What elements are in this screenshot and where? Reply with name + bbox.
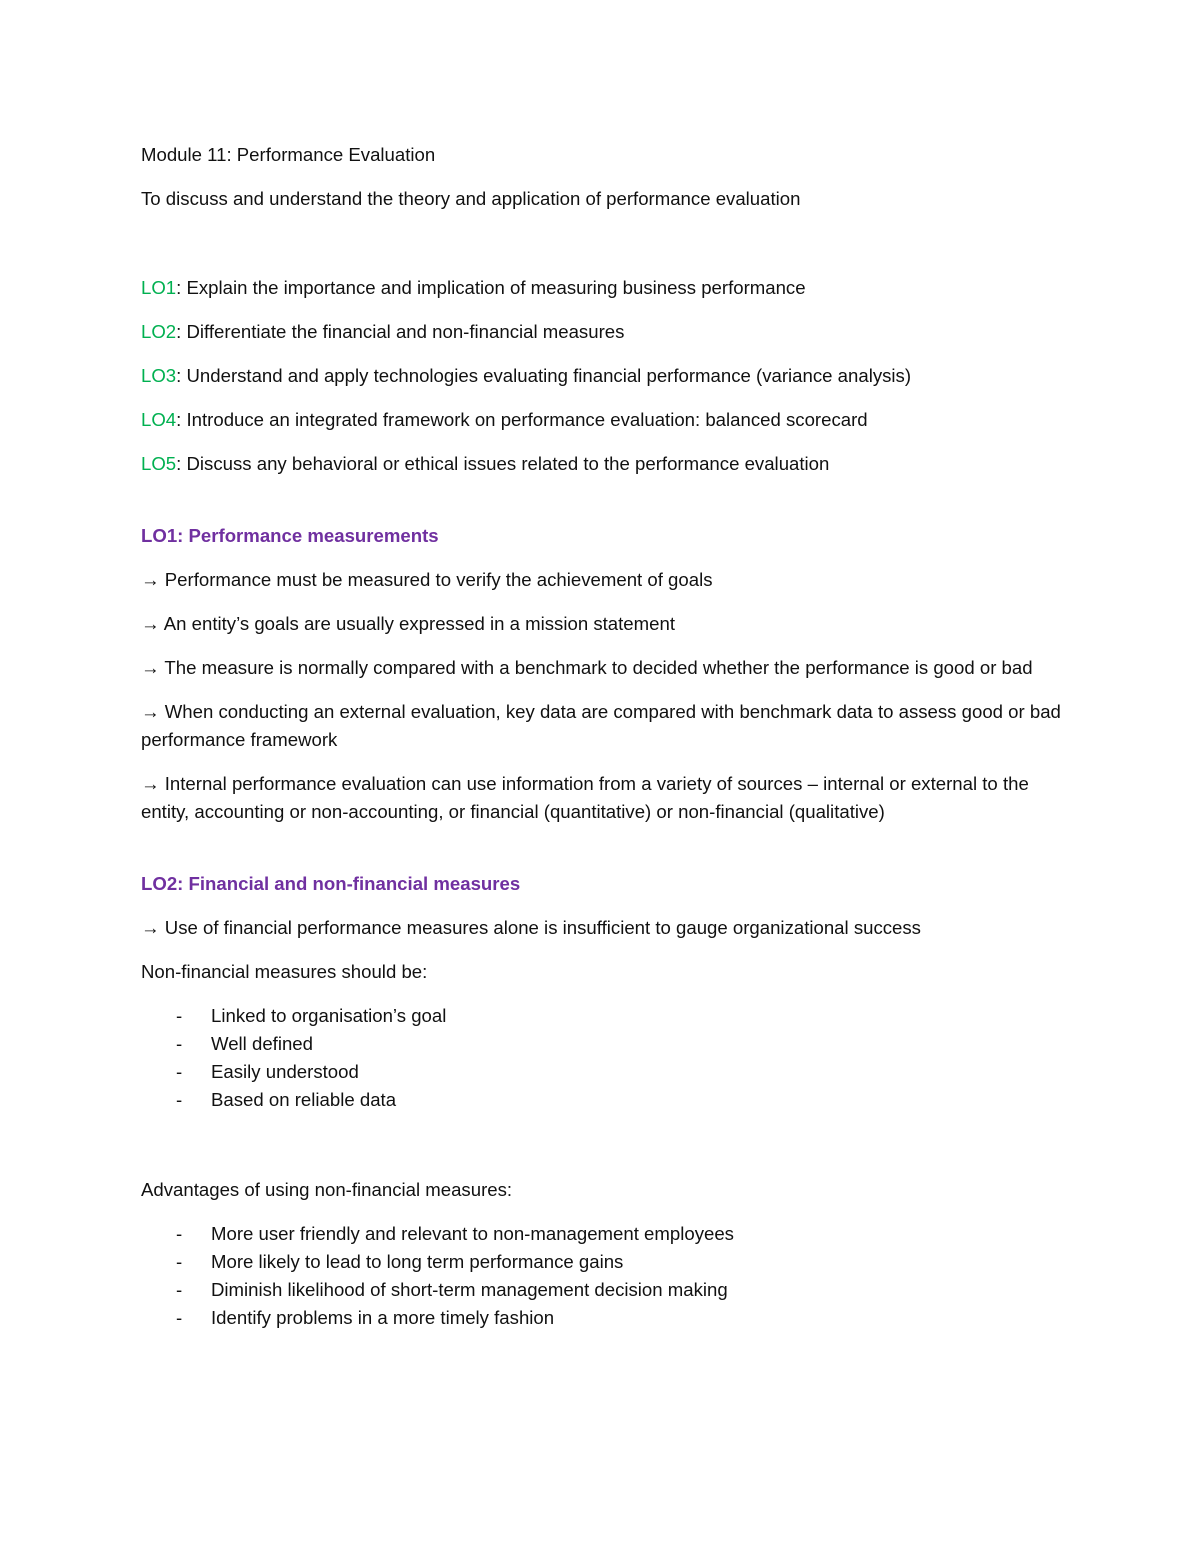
document-body xyxy=(141,141,1061,1332)
learning-outcome-1 xyxy=(141,274,1061,302)
module-subtitle: To discuss and understand the theory and application of performance evaluation xyxy=(141,188,801,209)
learning-outcome-2 xyxy=(141,318,1061,346)
learning-outcome-code: LO4 xyxy=(141,409,177,430)
arrow-bullet: → The measure is normally compared with a benchmark to decided whether the performance is good or bad xyxy=(141,657,1033,678)
section-heading-lo2: LO2: Financial and non-financial measures xyxy=(141,873,521,894)
module-title: Module 11: Performance Evaluation xyxy=(141,144,436,165)
arrow-bullet: → An entity’s goals are usually expressed in a mission statement xyxy=(141,613,675,634)
learning-outcome-3 xyxy=(141,362,1061,390)
arrow-bullet: → Internal performance evaluation can use information from a variety of sources – internal or external to the entity, accounting or non-accounting, or financial (quantitative) or non-financial (qualitative) xyxy=(141,773,1029,822)
list-item: - Easily understood xyxy=(141,1058,1061,1086)
learning-outcome-text: : Explain the importance and implication of measuring business performance xyxy=(176,277,806,298)
advantages-intro: Advantages of using non-financial measures: xyxy=(141,1179,513,1200)
section-heading-lo1: LO1: Performance measurements xyxy=(141,525,439,546)
learning-outcome-text: : Differentiate the financial and non-financial measures xyxy=(176,321,625,342)
learning-outcomes-list xyxy=(141,274,1061,478)
learning-outcome-5 xyxy=(141,450,1061,478)
learning-outcome-text: : Understand and apply technologies evaluating financial performance (variance analysis) xyxy=(176,365,912,386)
arrow-bullet: → Performance must be measured to verify the achievement of goals xyxy=(141,569,713,590)
section-lo1 xyxy=(141,522,1061,826)
arrow-bullet: → Use of financial performance measures alone is insufficient to gauge organizational success xyxy=(141,917,921,938)
list-item: - More likely to lead to long term performance gains xyxy=(141,1248,1061,1276)
arrow-bullet: → When conducting an external evaluation, key data are compared with benchmark data to assess good or bad performance framework xyxy=(141,701,1061,750)
section-lo2 xyxy=(141,870,1061,1332)
learning-outcome-4 xyxy=(141,406,1061,434)
learning-outcome-code: LO5 xyxy=(141,453,177,474)
list-item: - Based on reliable data xyxy=(141,1086,1061,1114)
learning-outcome-text: : Discuss any behavioral or ethical issues related to the performance evaluation xyxy=(176,453,830,474)
criteria-list xyxy=(141,1002,1061,1114)
list-item: - Well defined xyxy=(141,1030,1061,1058)
learning-outcome-text: : Introduce an integrated framework on performance evaluation: balanced scorecard xyxy=(176,409,868,430)
learning-outcome-code: LO1 xyxy=(141,277,177,298)
list-item: - Linked to organisation’s goal xyxy=(141,1002,1061,1030)
list-item: - Diminish likelihood of short-term management decision making xyxy=(141,1276,1061,1304)
learning-outcome-code: LO2 xyxy=(141,321,177,342)
advantages-list xyxy=(141,1220,1061,1332)
list-item: - Identify problems in a more timely fashion xyxy=(141,1304,1061,1332)
learning-outcome-code: LO3 xyxy=(141,365,177,386)
list-item: - More user friendly and relevant to non-management employees xyxy=(141,1220,1061,1248)
criteria-intro: Non-financial measures should be: xyxy=(141,961,428,982)
